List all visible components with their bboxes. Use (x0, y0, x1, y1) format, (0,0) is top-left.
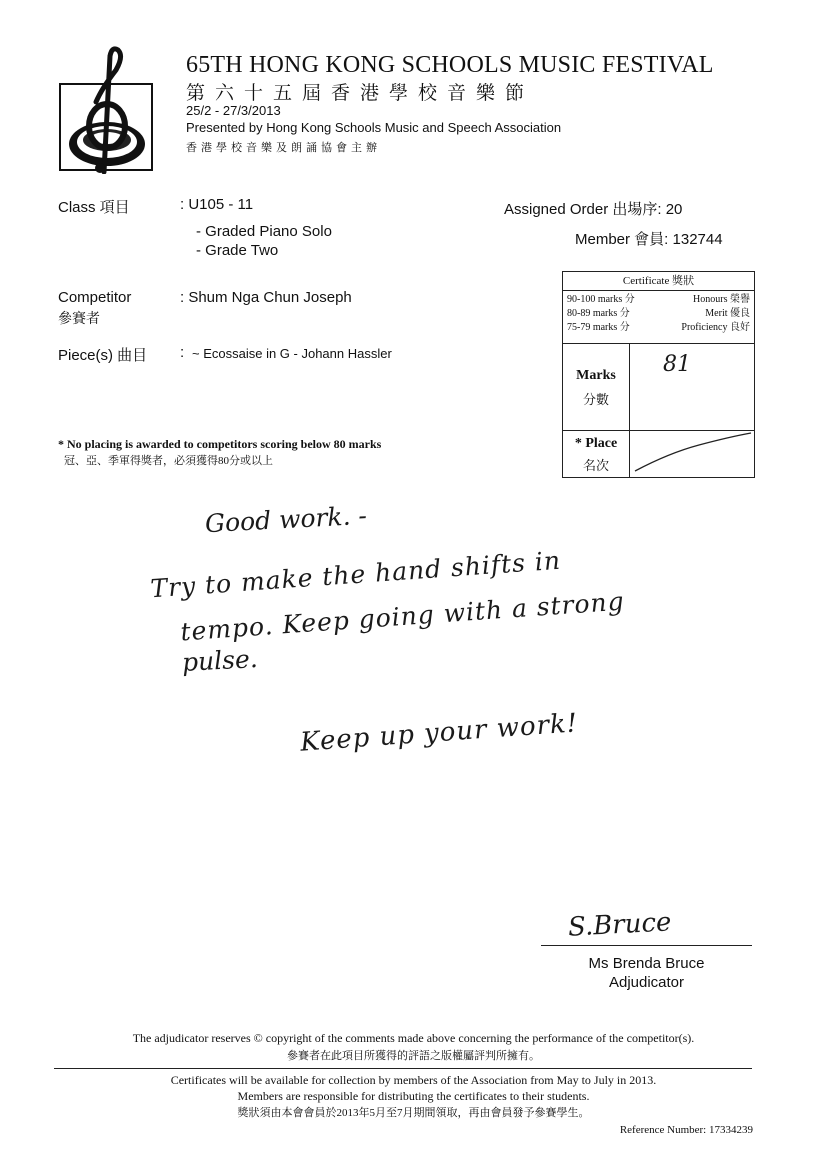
tier-honours: 90-100 marks 分 Honours 榮譽 (567, 294, 750, 305)
assigned-order: Assigned Order 出場序: 20 (504, 201, 683, 218)
class-value: : U105 - 11 (180, 196, 254, 213)
marks-label: Marks (576, 368, 616, 383)
signature-line (541, 945, 752, 946)
adjudicator-signature: S.Bruce (567, 907, 673, 943)
festival-title: 65TH HONG KONG SCHOOLS MUSIC FESTIVAL (186, 52, 714, 78)
certificate-tiers (563, 291, 754, 344)
pieces-colon: : (180, 344, 185, 361)
tier-merit: 80-89 marks 分 Merit 優良 (567, 308, 750, 319)
presenter: Presented by Hong Kong Schools Music and Speech Association (186, 120, 562, 135)
marks-label-zh: 分數 (582, 392, 609, 407)
place-label: * Place (574, 436, 618, 451)
certificate-box (562, 271, 755, 478)
class-detail-grade: - Grade Two (196, 242, 279, 259)
comment-line-1: Good work. - (204, 500, 368, 539)
festival-dates: 25/2 - 27/3/2013 (186, 103, 281, 118)
copyright-notice: The adjudicator reserves © copyright of the comments made above concerning the performance of the competitor(s). (132, 1031, 695, 1045)
placing-note: * No placing is awarded to competitors scoring below 80 marks (58, 437, 382, 451)
festival-title-zh: 第六十五屆香港學校音樂節 (186, 83, 535, 104)
competitor-label: Competitor (58, 289, 132, 306)
copyright-notice-zh: 參賽者在此項目所獲得的評語之版權屬評判所擁有。 (287, 1050, 540, 1062)
adjudicator-name: Ms Brenda Bruce (588, 955, 705, 972)
presenter-zh: 香港學校音樂及朗誦協會主辦 (186, 142, 381, 154)
class-label: Class 項目 (58, 199, 130, 216)
member-number: Member 會員: 132744 (575, 231, 723, 248)
place-label-zh: 名次 (582, 458, 609, 473)
comment-line-4: pulse. (181, 644, 259, 677)
distribution-notice: Members are responsible for distributing the certificates to their students. (237, 1089, 590, 1103)
place-row (563, 431, 754, 477)
tier-proficiency: 75-79 marks 分 Proficiency 良好 (567, 322, 750, 333)
marks-value: 81 (663, 352, 691, 377)
place-strike-line (629, 431, 754, 477)
comment-line-5: Keep up your work! (299, 708, 580, 758)
marks-row (563, 344, 754, 431)
collection-notice-zh: 獎狀須由本會會員於2013年5月至7月期間領取，再由會員發予參賽學生。 (237, 1107, 590, 1119)
certificate-column-divider (629, 344, 630, 477)
festival-logo-icon (58, 44, 156, 174)
competitor-label-zh: 參賽者 (58, 312, 100, 327)
placing-note-zh: 冠、亞、季軍得獎者，必須獲得80分或以上 (64, 455, 273, 467)
footer-divider (54, 1068, 752, 1069)
pieces-value: ~ Ecossaise in G - Johann Hassler (192, 346, 392, 361)
pieces-label: Piece(s) 曲目 (58, 347, 148, 364)
class-detail-instrument: - Graded Piano Solo (196, 223, 332, 240)
adjudicator-role: Adjudicator (608, 974, 685, 991)
reference-number: Reference Number: 17334239 (619, 1124, 753, 1136)
comment-line-2: Try to make the hand shifts in (149, 545, 562, 604)
competitor-name: : Shum Nga Chun Joseph (180, 289, 352, 306)
comment-line-3: tempo. Keep going with a strong (179, 586, 626, 647)
collection-notice: Certificates will be available for collection by members of the Association from May to July in 2013. (170, 1073, 657, 1087)
certificate-title: Certificate 獎狀 (563, 272, 754, 291)
